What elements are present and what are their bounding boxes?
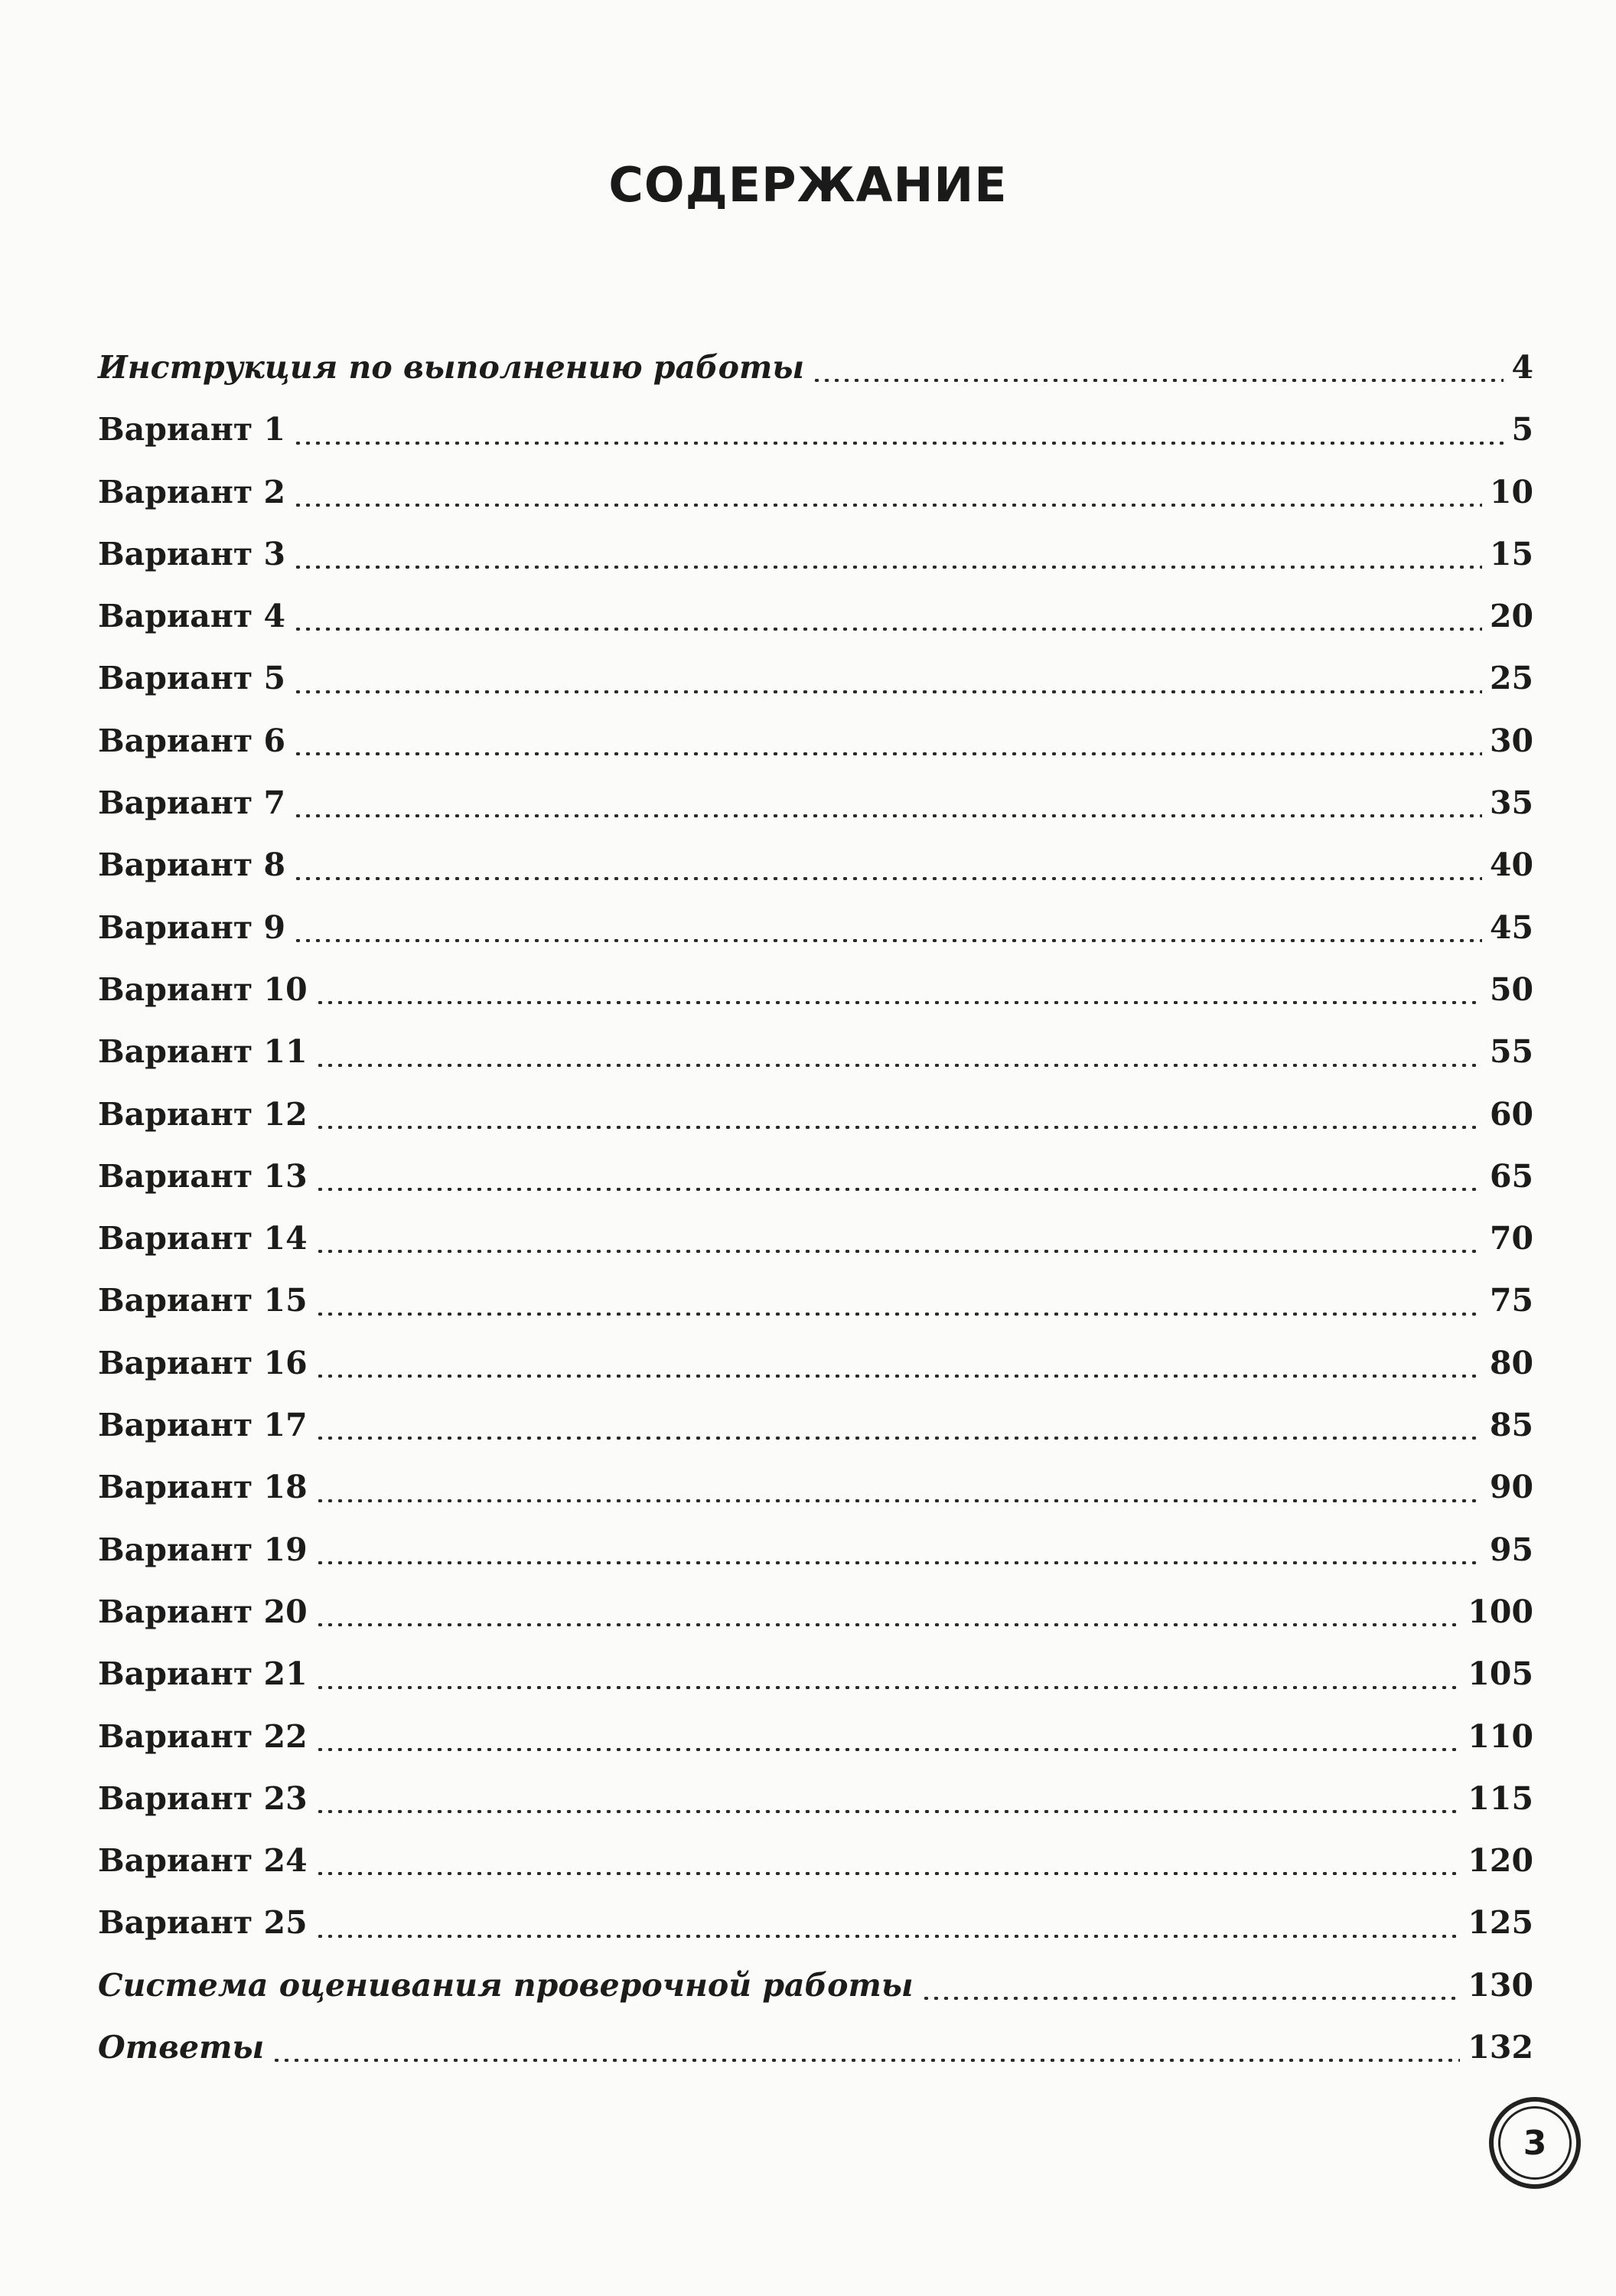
toc-entry-page: 100 [1468,1593,1533,1630]
toc-entry [98,1892,1533,1954]
toc-entry-page: 5 [1511,411,1533,448]
toc-entry-label: Вариант 6 [98,722,286,759]
toc-entry [98,1955,1533,2017]
toc-entry [98,1146,1533,1208]
toc-dot-leader [315,1188,1482,1191]
toc-entry [98,1706,1533,1768]
toc-entry-label: Вариант 24 [98,1842,308,1880]
toc-entry-label: Вариант 5 [98,660,286,697]
toc-entry-label: Вариант 16 [98,1344,308,1381]
toc-dot-leader [293,628,1482,631]
toc-dot-leader [812,379,1504,382]
toc-entry-label: Вариант 12 [98,1095,308,1133]
toc-entry-page: 80 [1489,1344,1533,1381]
toc-dot-leader [293,566,1482,569]
toc-entry-label: Вариант 11 [98,1033,308,1071]
toc-dot-leader [315,1686,1461,1689]
toc-entry [98,2017,1533,2079]
toc-entry-page: 132 [1468,2029,1533,2066]
toc-entry-label: Ответы [98,2029,265,2066]
toc-entry-label: Система оценивания проверочной работы [98,1966,914,2004]
toc-dot-leader [293,690,1482,693]
toc-entry-label: Вариант 2 [98,473,286,510]
table-of-contents [98,337,1533,2079]
toc-entry [98,959,1533,1021]
toc-dot-leader [315,1250,1482,1253]
toc-entry [98,1270,1533,1332]
toc-entry [98,710,1533,772]
toc-entry [98,399,1533,461]
toc-entry [98,1021,1533,1083]
toc-entry-page: 60 [1489,1095,1533,1133]
toc-dot-leader [293,877,1482,880]
toc-entry-label: Вариант 10 [98,970,308,1008]
toc-entry [98,585,1533,647]
toc-entry [98,1581,1533,1643]
toc-entry-label: Вариант 8 [98,846,286,884]
toc-entry-page: 4 [1511,349,1533,386]
toc-entry [98,897,1533,959]
toc-entry-label: Вариант 21 [98,1655,308,1693]
toc-entry [98,1456,1533,1518]
toc-entry [98,523,1533,585]
toc-entry [98,647,1533,709]
toc-entry-label: Вариант 14 [98,1220,308,1257]
toc-entry-page: 10 [1489,473,1533,510]
toc-entry-label: Вариант 4 [98,598,286,635]
toc-dot-leader [921,1997,1461,2000]
toc-entry [98,337,1533,399]
toc-dot-leader [315,1748,1461,1751]
toc-dot-leader [293,752,1482,755]
toc-entry-label: Вариант 18 [98,1469,308,1506]
toc-entry-page: 25 [1489,660,1533,697]
toc-entry-page: 95 [1489,1531,1533,1568]
toc-entry [98,772,1533,834]
toc-dot-leader [293,504,1482,507]
toc-entry-page: 125 [1468,1904,1533,1942]
toc-dot-leader [315,1561,1482,1564]
toc-entry-page: 30 [1489,722,1533,759]
toc-entry-label: Вариант 9 [98,908,286,946]
page-number: 3 [1523,2123,1547,2163]
toc-entry-label: Вариант 19 [98,1531,308,1568]
toc-entry-page: 120 [1468,1842,1533,1880]
page-title: СОДЕРЖАНИЕ [608,157,1008,213]
toc-entry-page: 70 [1489,1220,1533,1257]
toc-dot-leader [293,814,1482,817]
toc-entry-page: 15 [1489,535,1533,572]
toc-entry [98,1830,1533,1892]
toc-dot-leader [315,1064,1482,1067]
toc-entry-page: 65 [1489,1157,1533,1195]
toc-entry-page: 35 [1489,784,1533,822]
toc-dot-leader [315,1499,1482,1502]
toc-entry-page: 45 [1489,908,1533,946]
toc-entry-label: Вариант 15 [98,1282,308,1319]
toc-entry-page: 90 [1489,1469,1533,1506]
toc-entry-label: Вариант 1 [98,411,286,448]
toc-entry-page: 50 [1489,970,1533,1008]
toc-dot-leader [315,1810,1461,1813]
toc-dot-leader [315,1872,1461,1875]
toc-dot-leader [315,1935,1461,1938]
toc-entry-label: Вариант 20 [98,1593,308,1630]
toc-entry-label: Вариант 22 [98,1717,308,1755]
toc-entry-label: Инструкция по выполнению работы [98,349,805,386]
toc-entry [98,1643,1533,1705]
toc-entry [98,1332,1533,1394]
toc-entry-page: 115 [1468,1779,1533,1817]
toc-entry-label: Вариант 23 [98,1779,308,1817]
toc-entry-label: Вариант 25 [98,1904,308,1942]
toc-dot-leader [315,1001,1482,1004]
toc-entry [98,1394,1533,1456]
toc-entry-page: 130 [1468,1966,1533,2004]
toc-dot-leader [293,939,1482,942]
toc-dot-leader [315,1126,1482,1129]
toc-entry-page: 75 [1489,1282,1533,1319]
toc-entry-page: 110 [1468,1717,1533,1755]
toc-entry [98,1519,1533,1581]
toc-dot-leader [315,1375,1482,1378]
toc-entry-page: 105 [1468,1655,1533,1693]
toc-entry-label: Вариант 3 [98,535,286,572]
toc-entry [98,1768,1533,1830]
toc-dot-leader [315,1437,1482,1440]
toc-entry-label: Вариант 7 [98,784,286,822]
page-number-badge [1489,2097,1581,2189]
toc-entry-label: Вариант 17 [98,1407,308,1444]
toc-dot-leader [272,2059,1460,2062]
toc-entry-label: Вариант 13 [98,1157,308,1195]
toc-entry [98,1208,1533,1270]
toc-entry-page: 85 [1489,1407,1533,1444]
toc-entry-page: 20 [1489,598,1533,635]
toc-dot-leader [315,1313,1482,1316]
toc-dot-leader [293,442,1504,445]
toc-entry-page: 55 [1489,1033,1533,1071]
toc-entry [98,834,1533,896]
toc-entry [98,1084,1533,1146]
toc-entry [98,461,1533,523]
toc-dot-leader [315,1623,1461,1626]
toc-entry-page: 40 [1489,846,1533,884]
